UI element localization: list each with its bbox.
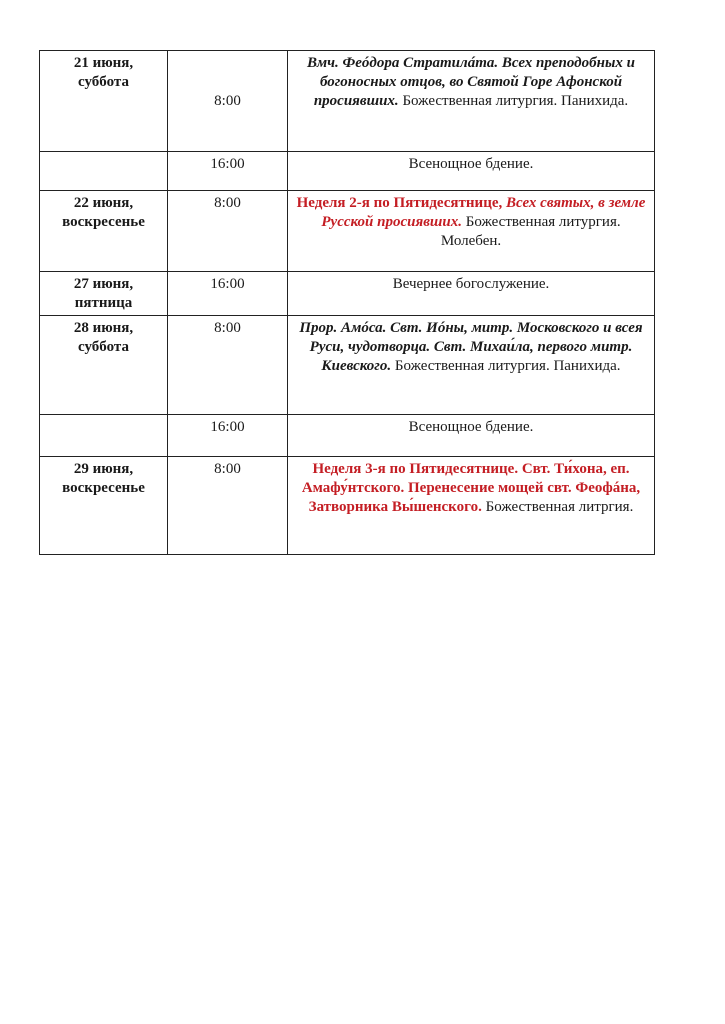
date-day: 28 июня, [73, 320, 134, 336]
service-type: Божественная литургия. Молебен. [440, 214, 621, 249]
date-weekday: пятница [74, 295, 133, 311]
date-cell [40, 272, 168, 316]
time-cell: 16:00 [168, 152, 288, 191]
table-row [40, 272, 655, 316]
service-description-cell [288, 191, 655, 272]
saint-commemoration: Вмч. Феóдора Стратилáта. Всех преподобных и богоносных отцов, во Святой Горе Афонской просиявших. [307, 55, 635, 109]
service-type: Всенощное бдение. [408, 156, 534, 172]
feast-title: Неделя 3-я по Пятидесятнице. Свт. Ти́хона, еп. Амафу́нтского. Перенесение мощей свт. Феофáна, Затворника Вы́шенского. [301, 461, 641, 515]
table-row [40, 316, 655, 415]
feast-title: Неделя 2-я по Пятидесятнице, [296, 195, 506, 211]
time-cell: 16:00 [168, 272, 288, 316]
service-description-cell [288, 457, 655, 555]
date-cell [40, 316, 168, 415]
date-day: 21 июня, [73, 55, 134, 71]
service-description-cell [288, 152, 655, 191]
date-weekday: суббота [78, 74, 129, 90]
time-cell: 8:00 [168, 191, 288, 272]
date-weekday: суббота [78, 339, 129, 355]
date-cell [40, 457, 168, 555]
date-weekday: воскресенье [62, 480, 145, 496]
table-row [40, 457, 655, 555]
feast-title-italic: Всех святых, в земле Русской просиявших. [321, 195, 646, 230]
service-description-cell [288, 272, 655, 316]
date-cell [40, 51, 168, 152]
date-day: 27 июня, [73, 276, 134, 292]
date-day: 29 июня, [73, 461, 134, 477]
date-cell [40, 152, 168, 191]
service-description-cell [288, 415, 655, 457]
service-type: Божественная литургия. Панихида. [402, 93, 629, 109]
date-cell [40, 415, 168, 457]
service-description-cell [288, 51, 655, 152]
time-cell: 8:00 [168, 457, 288, 555]
date-weekday: воскресенье [62, 214, 145, 230]
date-day: 22 июня, [73, 195, 134, 211]
service-type: Божественная литургия. Панихида. [394, 358, 621, 374]
table-row [40, 415, 655, 457]
service-type: Вечернее богослужение. [392, 276, 550, 292]
time-cell: 8:00 [168, 316, 288, 415]
date-cell [40, 191, 168, 272]
time-cell: 8:00 [168, 51, 288, 152]
table-row [40, 191, 655, 272]
saint-commemoration: Прор. Амóса. Свт. Иóны, митр. Московского и всея Руси, чудотворца. Свт. Михаи́ла, первого митр. Киевского. [299, 320, 643, 374]
service-description-cell [288, 316, 655, 415]
table-row [40, 51, 655, 152]
service-type: Божественная литргия. [485, 499, 634, 515]
service-schedule-table [39, 50, 655, 555]
service-type: Всенощное бдение. [408, 419, 534, 435]
time-cell: 16:00 [168, 415, 288, 457]
table-row [40, 152, 655, 191]
